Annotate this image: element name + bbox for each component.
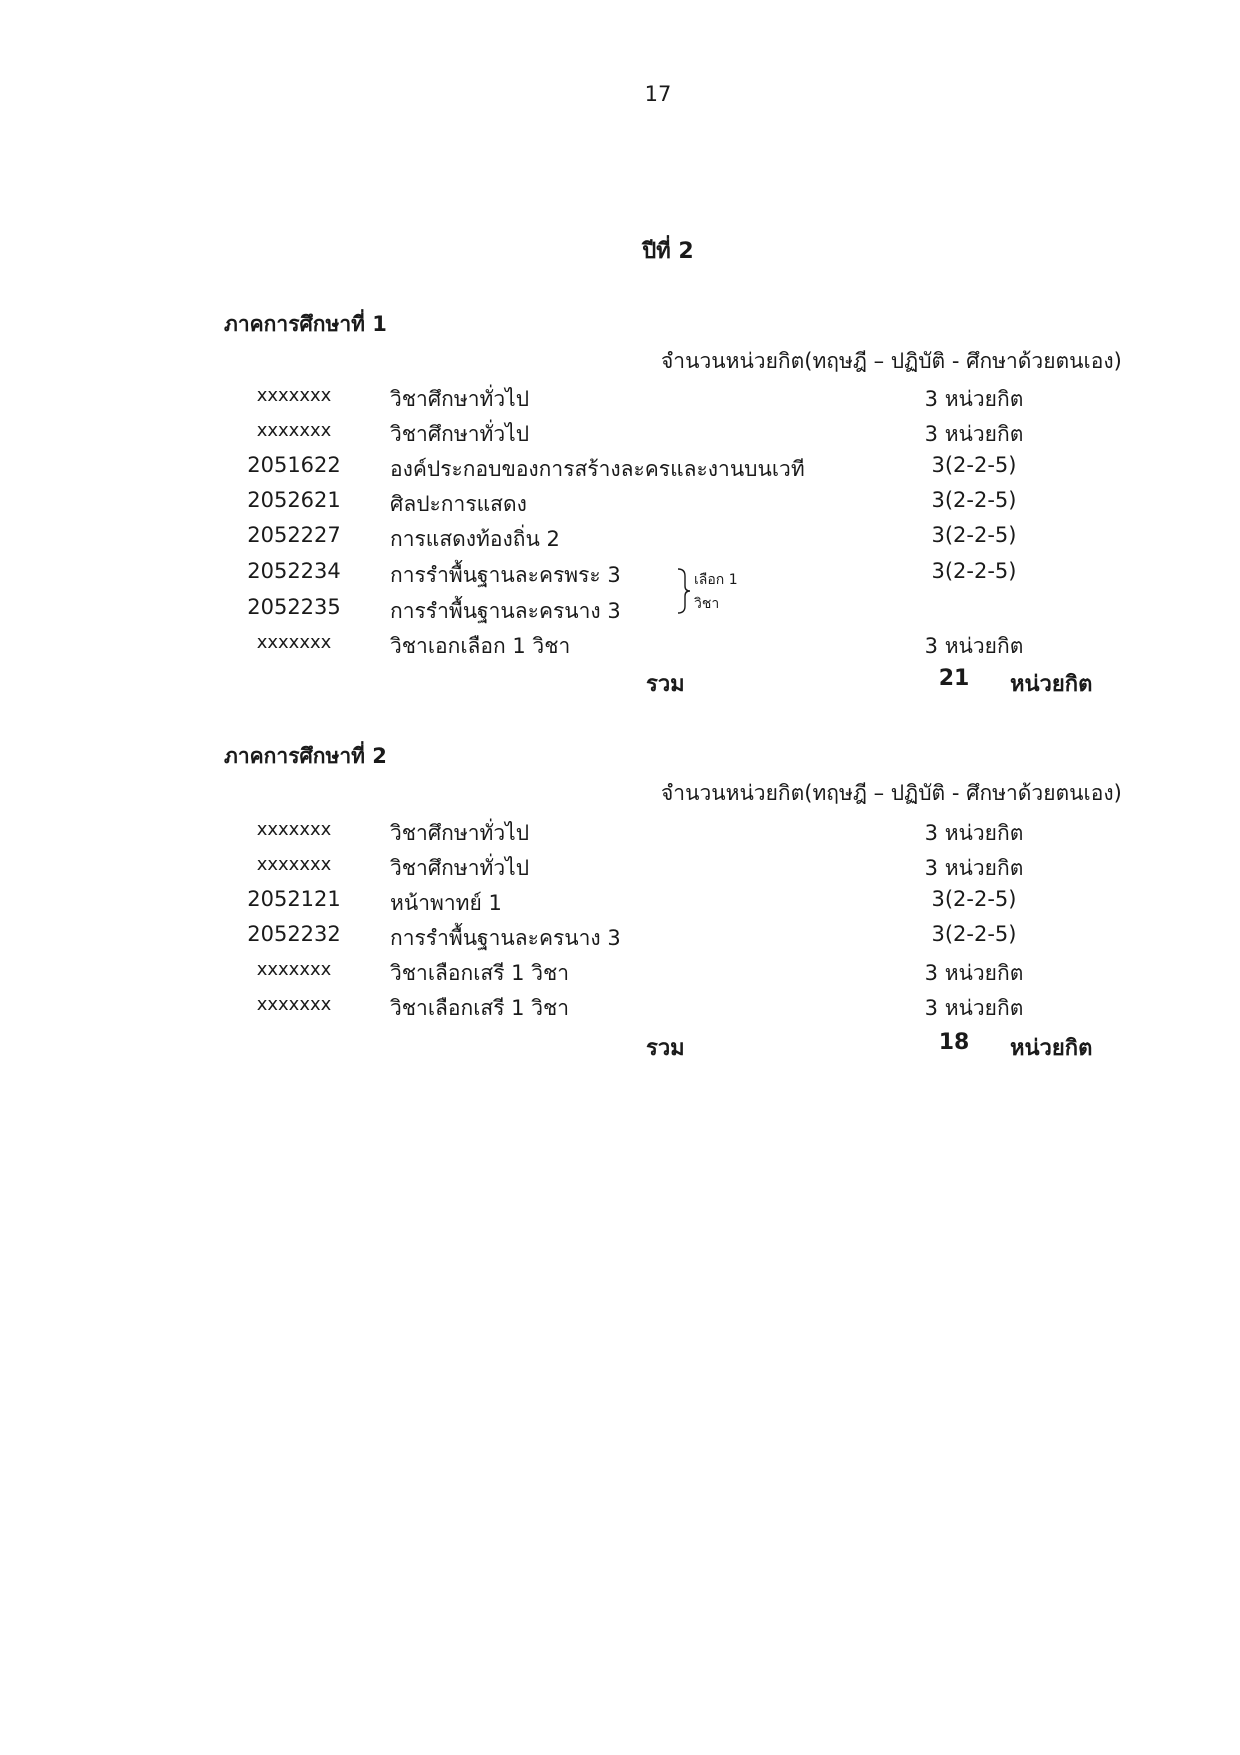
course-name: หน้าพาทย์ 1 — [390, 891, 502, 915]
course-code: 2052621 — [247, 488, 341, 512]
course-name: วิชาศึกษาทั่วไป — [390, 821, 530, 845]
elective-note-line1: เลือก 1 — [694, 572, 738, 588]
course-row — [224, 418, 1164, 452]
total-value: 21 — [938, 666, 970, 691]
course-row — [224, 488, 1164, 522]
course-code: xxxxxxx — [256, 994, 332, 1015]
total-unit: หน่วยกิต — [1010, 1036, 1093, 1061]
elective-bracket — [676, 566, 796, 616]
course-row — [224, 383, 1164, 417]
course-credits: 3(2-2-5) — [931, 559, 1017, 583]
course-name: วิชาศึกษาทั่วไป — [390, 856, 530, 880]
course-row — [224, 957, 1164, 991]
course-credits: 3 หน่วยกิต — [924, 961, 1024, 985]
curly-brace-icon — [676, 566, 692, 616]
total-row — [224, 666, 1164, 700]
course-code: 2052232 — [247, 922, 341, 946]
credit-header: จำนวนหน่วยกิต(ทฤษฎี – ปฏิบัติ - ศึกษาด้วยตนเอง) — [661, 781, 1122, 805]
course-code: xxxxxxx — [256, 819, 332, 840]
elective-note-line2: วิชา — [694, 596, 720, 612]
page-number: 17 — [644, 82, 672, 106]
course-name: วิชาเลือกเสรี 1 วิชา — [390, 996, 570, 1020]
year-title: ปีที่ 2 — [642, 239, 694, 264]
semester-title: ภาคการศึกษาที่ 1 — [224, 312, 387, 336]
total-row — [224, 1030, 1164, 1064]
course-name: การรำพื้นฐานละครนาง 3 — [390, 926, 621, 950]
course-row — [224, 817, 1164, 851]
course-code: xxxxxxx — [256, 632, 332, 653]
course-code: 2052235 — [247, 595, 341, 619]
course-credits: 3(2-2-5) — [931, 488, 1017, 512]
course-row — [224, 630, 1164, 664]
course-row — [224, 453, 1164, 487]
course-name: การแสดงท้องถิ่น 2 — [390, 527, 560, 551]
course-row — [224, 992, 1164, 1026]
course-name: วิชาศึกษาทั่วไป — [390, 387, 530, 411]
total-value: 18 — [938, 1030, 970, 1055]
semester-title: ภาคการศึกษาที่ 2 — [224, 744, 387, 768]
course-code: xxxxxxx — [256, 385, 332, 406]
course-credits: 3(2-2-5) — [931, 523, 1017, 547]
course-name: วิชาศึกษาทั่วไป — [390, 422, 530, 446]
course-name: วิชาเลือกเสรี 1 วิชา — [390, 961, 570, 985]
course-row — [224, 887, 1164, 921]
course-code: 2051622 — [247, 453, 341, 477]
course-credits: 3 หน่วยกิต — [924, 387, 1024, 411]
course-credits: 3 หน่วยกิต — [924, 996, 1024, 1020]
credit-header: จำนวนหน่วยกิต(ทฤษฎี – ปฏิบัติ - ศึกษาด้วยตนเอง) — [661, 349, 1122, 373]
course-credits: 3 หน่วยกิต — [924, 422, 1024, 446]
course-credits: 3(2-2-5) — [931, 922, 1017, 946]
course-name: การรำพื้นฐานละครพระ 3 — [390, 563, 621, 587]
course-code: 2052227 — [247, 523, 341, 547]
course-credits: 3(2-2-5) — [931, 453, 1017, 477]
course-code: 2052234 — [247, 559, 341, 583]
course-name: วิชาเอกเลือก 1 วิชา — [390, 634, 571, 658]
course-credits: 3 หน่วยกิต — [924, 821, 1024, 845]
course-row — [224, 523, 1164, 557]
course-name: ศิลปะการแสดง — [390, 492, 527, 516]
course-code: 2052121 — [247, 887, 341, 911]
course-credits: 3 หน่วยกิต — [924, 634, 1024, 658]
course-row — [224, 852, 1164, 886]
total-unit: หน่วยกิต — [1010, 672, 1093, 697]
course-name: การรำพื้นฐานละครนาง 3 — [390, 599, 621, 623]
course-code: xxxxxxx — [256, 420, 332, 441]
course-credits: 3 หน่วยกิต — [924, 856, 1024, 880]
total-label: รวม — [646, 1036, 685, 1061]
course-code: xxxxxxx — [256, 854, 332, 875]
course-credits: 3(2-2-5) — [931, 887, 1017, 911]
course-name: องค์ประกอบของการสร้างละครและงานบนเวที — [390, 457, 805, 481]
course-row — [224, 922, 1164, 956]
course-code: xxxxxxx — [256, 959, 332, 980]
total-label: รวม — [646, 672, 685, 697]
